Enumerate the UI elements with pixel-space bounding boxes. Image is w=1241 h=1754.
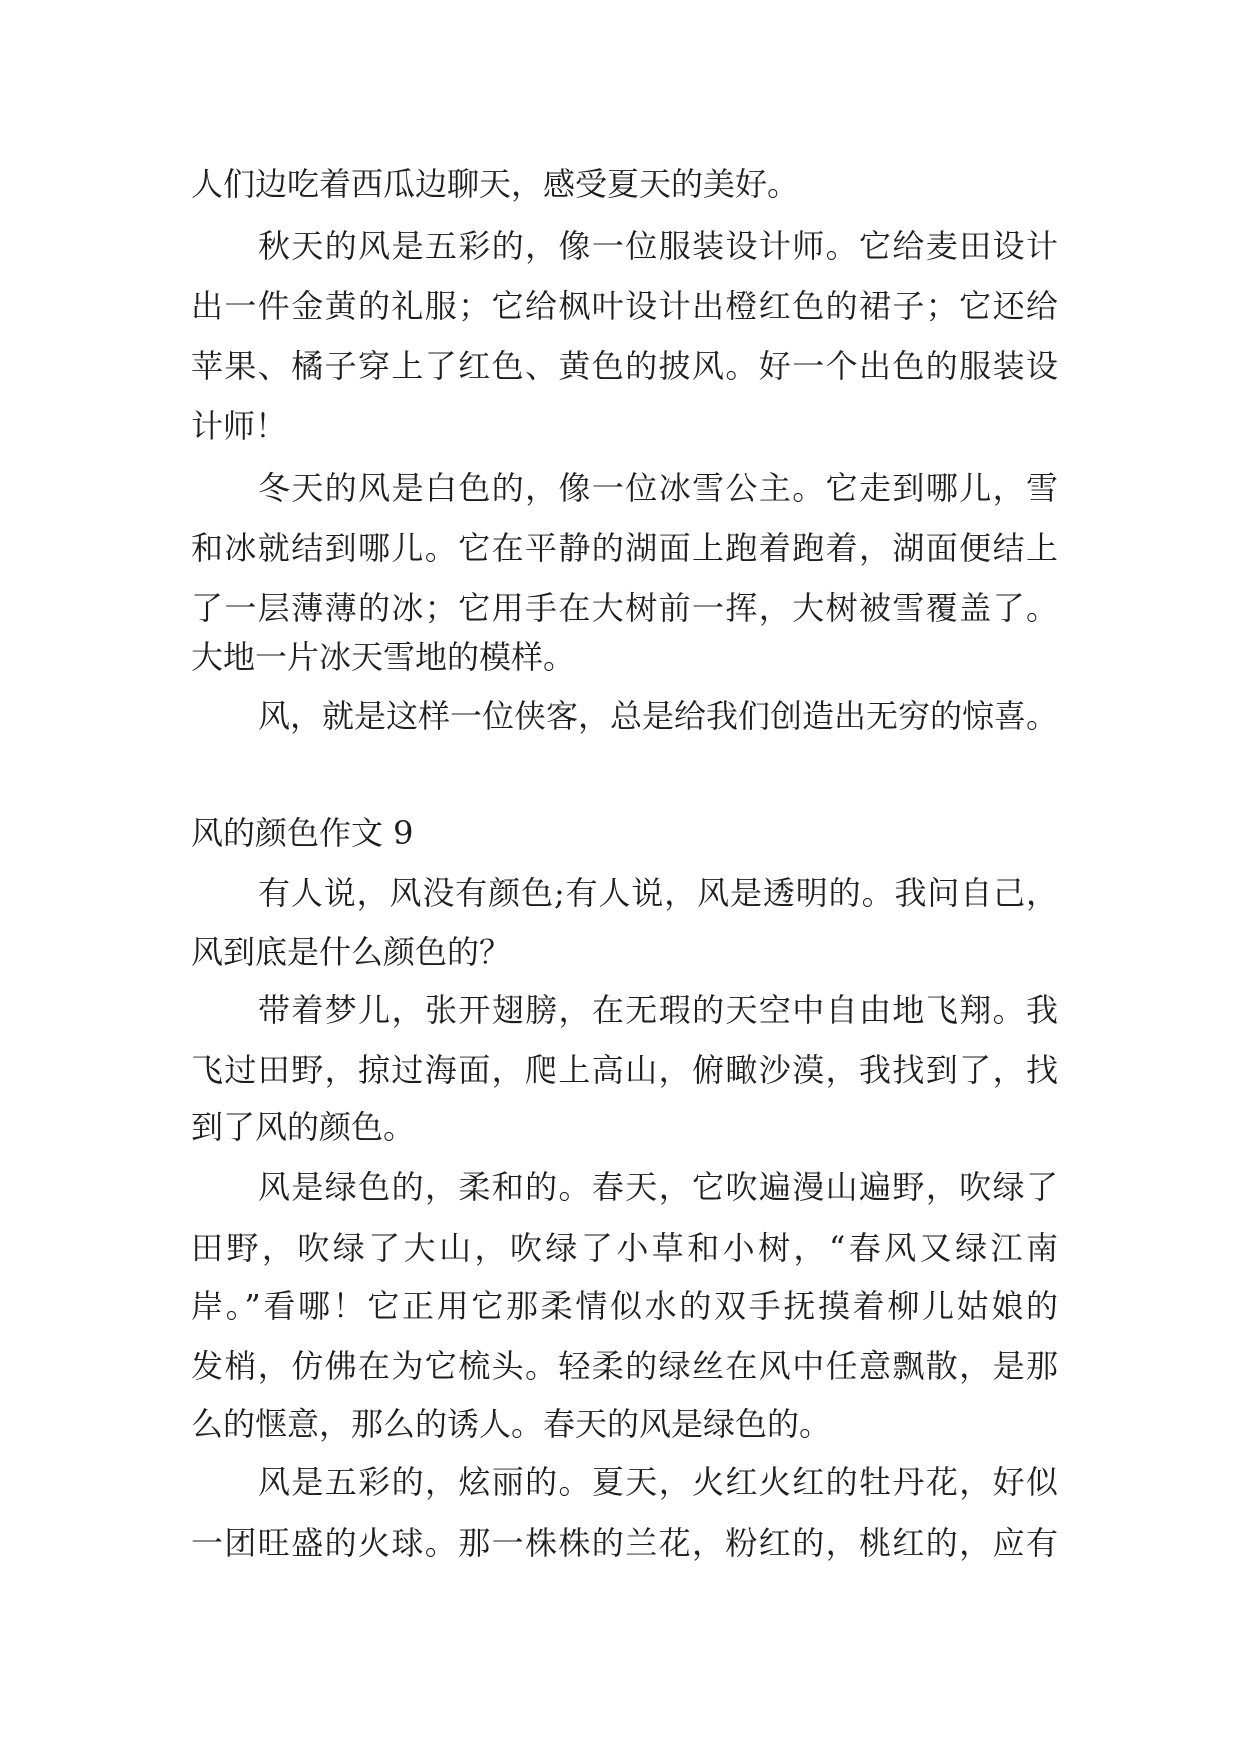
text-line: 风到底是什么颜色的？ <box>191 933 512 971</box>
text-line: 到了风的颜色。 <box>191 1108 416 1146</box>
text-line: 计师！ <box>191 407 288 445</box>
text-line: 一团旺盛的火球。那一株株的兰花，粉红的，桃红的，应有 <box>191 1524 1058 1562</box>
text-line: 人们边吃着西瓜边聊天，感受夏天的美好。 <box>191 165 800 203</box>
text-line: 出一件金黄的礼服；它给枫叶设计出橙红色的裙子；它还给 <box>191 287 1058 325</box>
text-line: 秋天的风是五彩的，像一位服装设计师。它给麦田设计 <box>258 227 1058 265</box>
section-heading: 风的颜色作文 9 <box>191 814 414 852</box>
text-line: 风，就是这样一位侠客，总是给我们创造出无穷的惊喜。 <box>258 697 1059 735</box>
text-line: 苹果、橘子穿上了红色、黄色的披风。好一个出色的服装设 <box>191 347 1058 385</box>
text-line: 风是绿色的，柔和的。春天，它吹遍漫山遍野，吹绿了 <box>258 1168 1058 1206</box>
text-line: 田野，吹绿了大山，吹绿了小草和小树，“春风又绿江南 <box>191 1229 1058 1267</box>
text-line: 风是五彩的，炫丽的。夏天，火红火红的牡丹花，好似 <box>258 1463 1058 1501</box>
text-line: 带着梦儿，张开翅膀，在无瑕的天空中自由地飞翔。我 <box>258 991 1058 1029</box>
text-line: 么的惬意，那么的诱人。春天的风是绿色的。 <box>191 1405 832 1443</box>
text-line: 冬天的风是白色的，像一位冰雪公主。它走到哪儿，雪 <box>258 469 1058 507</box>
text-line: 了一层薄薄的冰；它用手在大树前一挥，大树被雪覆盖了。 <box>191 589 1058 627</box>
text-line: 发梢，仿佛在为它梳头。轻柔的绿丝在风中任意飘散，是那 <box>191 1347 1058 1385</box>
text-line: 飞过田野，掠过海面，爬上高山，俯瞰沙漠，我找到了，找 <box>191 1051 1058 1089</box>
text-line: 大地一片冰天雪地的模样。 <box>191 638 576 676</box>
text-line: 和冰就结到哪儿。它在平静的湖面上跑着跑着，湖面便结上 <box>191 529 1058 567</box>
text-line: 岸。”看哪！它正用它那柔情似水的双手抚摸着柳儿姑娘的 <box>191 1287 1058 1325</box>
text-line: 有人说，风没有颜色;有人说，风是透明的。我问自己， <box>258 874 1058 912</box>
